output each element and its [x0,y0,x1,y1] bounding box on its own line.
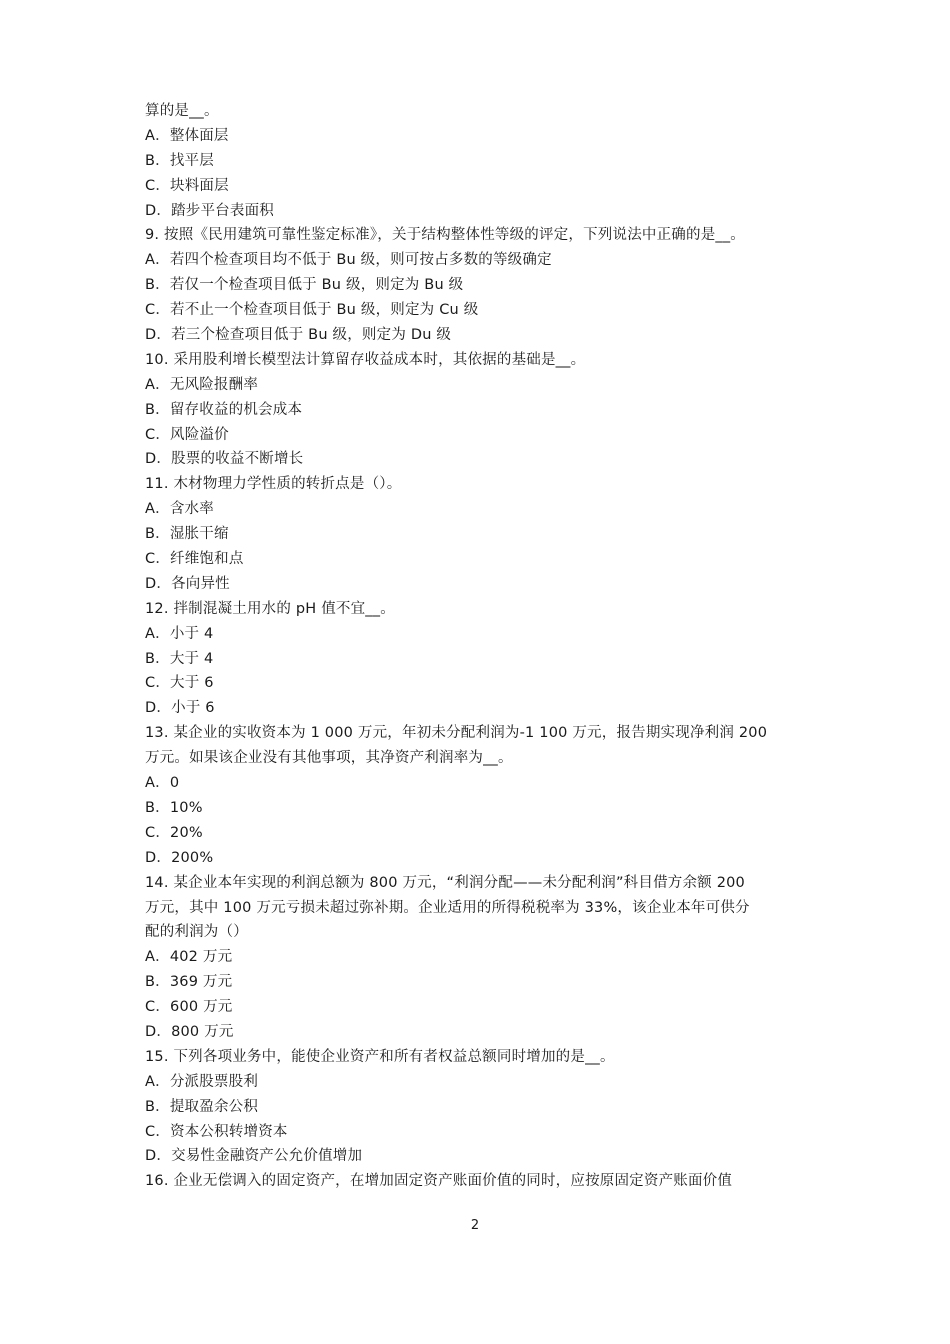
question-stem: 13. 某企业的实收资本为 1 000 万元，年初未分配利润为-1 100 万元，报告期实现净利润 200 [145,725,768,742]
question-stem: 10. 采用股利增长模型法计算留存收益成本时，其依据的基础是__。 [145,351,586,368]
answer-option: B．留存收益的机会成本 [145,401,303,418]
answer-option: C．600 万元 [145,999,233,1016]
text-continuation: 万元，其中 100 万元亏损未超过弥补期。企业适用的所得税税率为 33%，该企业本年可供分 [145,899,750,916]
answer-option: A．若四个检查项目均不低于 Bu 级，则可按占多数的等级确定 [145,252,552,269]
answer-option: C．风险溢价 [145,426,229,443]
question-stem: 15. 下列各项业务中，能使企业资产和所有者权益总额同时增加的是__。 [145,1048,615,1065]
answer-option: C．大于 6 [145,675,214,692]
answer-option: D．800 万元 [145,1023,234,1040]
answer-option: B．大于 4 [145,650,214,667]
question-stem: 11. 木材物理力学性质的转折点是（）。 [145,476,402,493]
question-stem: 14. 某企业本年实现的利润总额为 800 万元，“利润分配——未分配利润”科目借方余额 200 [145,874,745,891]
answer-option: A．无风险报酬率 [145,376,259,393]
page-number: 2 [470,1218,480,1233]
answer-option: B．找平层 [145,152,214,169]
answer-option: B．若仅一个检查项目低于 Bu 级，则定为 Bu 级 [145,277,464,294]
answer-option: D．各向异性 [145,575,230,592]
answer-option: A．含水率 [145,501,214,518]
answer-option: C．资本公积转增资本 [145,1123,288,1140]
answer-option: A．整体面层 [145,127,229,144]
answer-option: D．若三个检查项目低于 Bu 级，则定为 Du 级 [145,327,452,344]
text-continuation: 万元。如果该企业没有其他事项，其净资产利润率为__。 [145,750,513,767]
answer-option: C．20% [145,824,203,841]
answer-option: B．提取盈余公积 [145,1098,259,1115]
answer-option: D．交易性金融资产公允价值增加 [145,1148,363,1165]
question-stem: 16. 企业无偿调入的固定资产，在增加固定资产账面价值的同时，应按原固定资产账面价值 [145,1173,733,1190]
answer-option: B．10% [145,799,203,816]
answer-option: D．小于 6 [145,700,215,717]
answer-option: D．200% [145,849,214,866]
answer-option: C．块料面层 [145,177,229,194]
page-content [145,99,817,1194]
answer-option: B．369 万元 [145,974,233,991]
answer-option: D．踏步平台表面积 [145,202,274,219]
answer-option: C．纤维饱和点 [145,551,244,568]
text-continuation: 算的是__。 [145,103,219,119]
text-continuation: 配的利润为（） [145,924,248,941]
answer-option: A．0 [145,775,180,792]
answer-option: A．分派股票股利 [145,1073,259,1090]
answer-option: C．若不止一个检查项目低于 Bu 级，则定为 Cu 级 [145,302,479,319]
question-stem: 12. 拌制混凝土用水的 pH 值不宜__。 [145,600,395,617]
answer-option: B．湿胀干缩 [145,526,229,543]
answer-option: A．402 万元 [145,949,233,966]
question-stem: 9. 按照《民用建筑可靠性鉴定标准》，关于结构整体性等级的评定，下列说法中正确的是__。 [145,227,745,244]
answer-option: D．股票的收益不断增长 [145,451,304,468]
answer-option: A．小于 4 [145,625,214,642]
